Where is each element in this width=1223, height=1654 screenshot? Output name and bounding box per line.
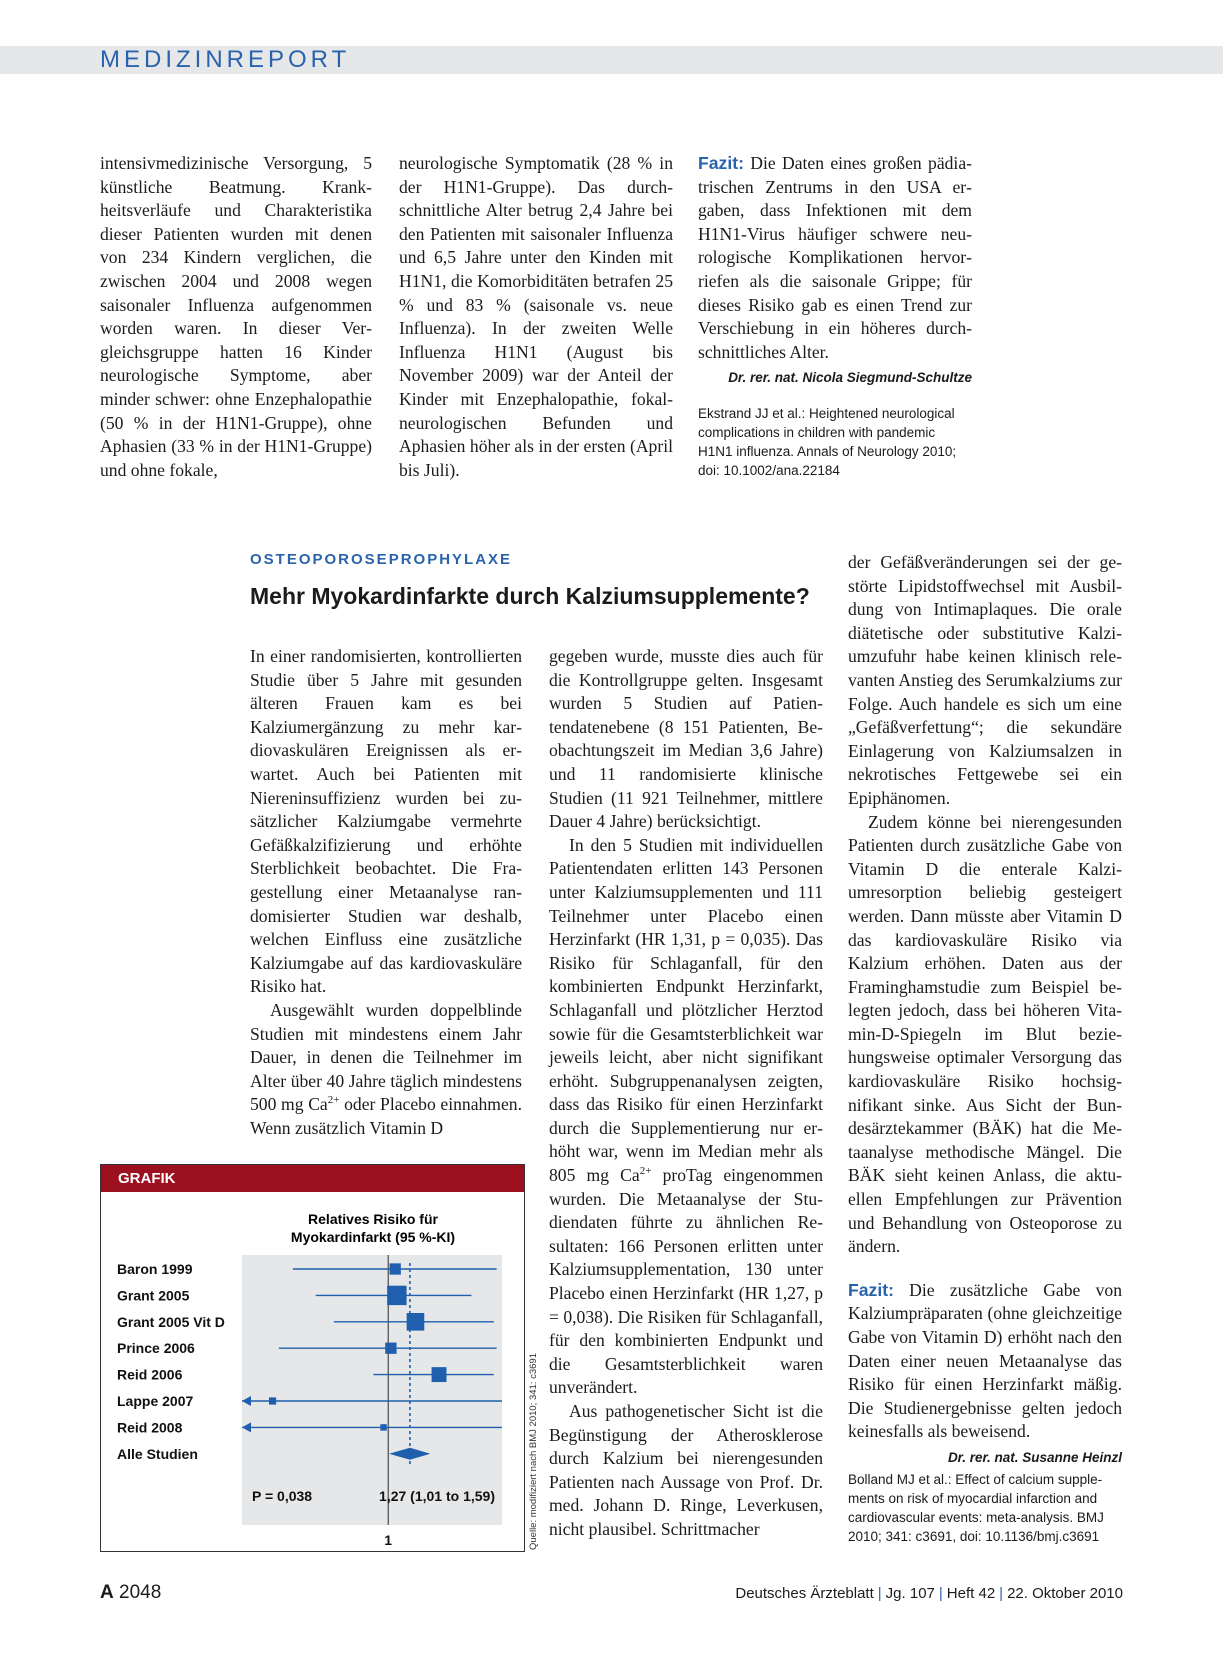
paragraph: In einer randomisierten, kontrollierten Studie über 5 Jahre mit gesunden älteren Frauen kam es bei Kalziumergänzung zu mehr kardiovaskulären Ereignissen als erwartet. Auch bei Patienten mit Niereninsuffizienz wurden bei zusätzlicher Kalziumgabe vermehrte Gefäßkalzifizierung und erhöhte Sterblichkeit beobachtet. Die Fragestellung einer Metaanalyse randomisierter Studien war deshalb, welchen Einfluss eine zusätzliche Kalziumgabe auf das kardiovaskuläre Risiko hat. [250,646,522,997]
article-column-3 [848,551,1122,1546]
forest-plot [101,1165,524,1551]
study-label: Prince 2006 [117,1340,195,1357]
x-tick-label: 1 [384,1532,393,1548]
study-marker [380,1424,386,1430]
top-article-column-1 [100,152,372,482]
chart-title-line-2: Myokardinfarkt (95 %-KI) [290,1229,456,1245]
paragraph: der Gefäßveränderungen sei der gestörte Lipidstoffwechsel mit Ausbildung von Intimaplaques. Die orale diätetische oder substitutive Kalziumzufuhr habe keinen klinisch relevanten Anstieg des Serumkalziums zur Folge. Auch handele es sich um eine „Gefäßverfettung“; die sekundäre Einlagerung von Kalziumsalzen in nekrotisches Fettgewebe sei ein Epiphänomen. [848,552,1122,808]
graphic-source-note: Quelle: modifiziert nach BMJ 2010; 341: c3691 [528,1353,539,1550]
top-article-column-3 [698,152,972,480]
article-column-2 [549,645,823,1542]
graphic-header-label: GRAFIK [118,1170,176,1187]
fazit-label: Fazit: [848,1279,894,1300]
paragraph: Aus pathogenetischer Sicht ist die Begünstigung der Atherosklerose durch Kalzium bei nierengesunden Patienten nach Aussage von Prof. Dr. med. Johann D. Ringe, Leverkusen, nicht plausibel. Schrittmacher [549,1401,823,1539]
pooled-label: Alle Studien [117,1445,198,1462]
paragraph: In den 5 Studien mit individuellen Patientendaten erlitten 143 Personen unter Kalziumsupplementen und 111 Teilnehmer unter Placebo einen Herzinfarkt (HR 1,31, p = 0,035). Das Risiko für Schlaganfall, für den kombinierten Endpunkt Herzinfarkt, Schlaganfall und plötzlicher Herztod sowie für die Gesamtsterblichkeit war jeweils leicht, aber nicht signifikant erhöht. Subgruppenanalysen zeigten, dass das Risiko für einen Herzinfarkt durch die Supplementierung nur erhöht war, wenn im Median mehr als 805 mg $Ca^{2+}$ proTag eingenommen wurden. Die Metaanalyse der Studiendaten führte zu ähnlichen Resultaten: 166 Personen erlitten unter Kalziumsupplementation, 130 unter Placebo einen Herzinfarkt (HR 1,27, p = 0,038). Die Risiken für Schlaganfall, für den kombinierten Endpunkt und die Gesamtsterblichkeit waren unverändert. [549,834,824,1398]
top-article-column-2 [399,152,673,482]
study-marker [385,1343,396,1354]
fazit-text: Die zusätzliche Gabe von Kalziumpräparaten (ohne gleichzeitige Gabe von Vitamin D) erhöht nach den Daten einer neuen Metaanalyse das Risiko für einen Herzinfarkt mäßig. Die Studienergebnisse gelten jedoch keinesfalls als beweisend. [848,1279,1122,1442]
fazit-label: Fazit: [698,153,744,173]
paragraph: gegeben wurde, musste dies auch für die Kontrollgruppe gelten. Insgesamt wurden 5 Studien auf Patientendatenebene (8 151 Patienten, Beobachtungszeit im Median 3,6 Jahre) und 11 randomisierte klinische Studien (11 921 Teilnehmer, mittlere Dauer 4 Jahre) berücksichtigt. [549,646,823,832]
reference: Ekstrand JJ et al.: Heightened neurological complications in children with pandemic H1N1 influenza. Annals of Neurology 2010; doi: 10.1002/ana.22184 [698,405,957,478]
study-marker [387,1286,406,1305]
reference: Bolland MJ et al.: Effect of calcium supplements on risk of myocardial infarction and cardiovascular events: meta-analysis. BMJ 2010; 341: c3691, doi: 10.1136/bmj.c3691 [848,1471,1104,1544]
study-label: Baron 1999 [117,1261,193,1277]
article-headline: Mehr Myokardinfarkte durch Kalziumsupplemente? [250,583,810,609]
fazit-paragraph [848,1279,1122,1465]
section-header: MEDIZINREPORT [100,46,351,73]
effect-label: 1,27 (1,01 to 1,59) [379,1488,495,1504]
p-value-label: P = 0,038 [252,1488,313,1504]
study-label: Lappe 2007 [117,1393,194,1409]
page-number: A 2048 [100,1582,162,1603]
journal-info: Deutsches Ärzteblatt | Jg. 107 | Heft 42 | 22. Oktober 2010 [735,1585,1123,1602]
study-marker [432,1367,447,1382]
chart-title-line-1: Relatives Risiko für [308,1211,438,1227]
forest-plot-graphic [100,1164,525,1552]
study-label: Reid 2008 [117,1419,183,1436]
paragraph: Zudem könne bei nierengesunden Patienten durch zusätzliche Gabe von Vitamin D die enterale Kalziumresorption beliebig gesteigert werden. Dann müsste aber Vitamin D das kardiovaskuläre Risiko via Kalzium erhöhen. Daten aus der Framinghamstudie zum Beispiel belegten jedoch, dass bei höheren Vitamin-D-Spiegeln im Blut beziehungsweise optimaler Versorgung das kardiovaskuläre Risiko hochsignifikant sinke. Aus Sicht der Bundesärztekammer (BÄK) hat die Metaanalyse methodische Mängel. Die BÄK sieht keinen Anlass, die aktuellen Empfehlungen zur Prävention und Behandlung von Osteoporose zu ändern. [848,811,1122,1257]
paragraph: Ausgewählt wurden doppelblinde Studien mit mindestens einem Jahr Dauer, in denen die Teilnehmer im Alter über 40 Jahre täglich mindestens 500 mg $Ca^{2+}$ oder Placebo einnahmen. Wenn zusätzlich Vitamin D [250,999,522,1138]
study-marker [269,1397,276,1404]
fazit-paragraph [698,152,972,364]
study-marker [407,1313,425,1331]
article-section-label: OSTEOPOROSEPROPHYLAXE [250,551,513,568]
author: Dr. rer. nat. Nicola Siegmund-Schultze [728,370,972,386]
author: Dr. rer. nat. Susanne Heinzl [947,1449,1122,1465]
study-label: Grant 2005 Vit D [117,1313,225,1330]
study-label: Reid 2006 [117,1366,183,1383]
article-column-1 [250,645,522,1140]
paragraph: intensivmedizinische Versorgung, 5 künstliche Beatmung. Krankheitsverläufe und Charakteristika dieser Patienten wurden mit denen von 234 Kindern verglichen, die zwischen 2004 und 2008 wegen saisonaler Influenza aufgenommen worden waren. In dieser Vergleichsgruppe hatten 16 Kinder neurologische Symptome, aber minder schwer: ohne Enzephalopathie (50 % in der H1N1-Gruppe), ohne Aphasien (33 % in der H1N1-Gruppe) und ohne fokale, [100,153,372,480]
study-marker [390,1263,401,1274]
paragraph: neurologische Symptomatik (28 % in der H1N1-Gruppe). Das durchschnittliche Alter betrug 2,4 Jahre bei den Patienten mit saisonaler Influenza und 6,5 Jahre unter den Kinden mit H1N1, die Komorbiditäten betrafen 25 % und 83 % (saisonale vs. neue Influenza). In der zweiten Welle Influenza H1N1 (August bis November 2009) war der Anteil der Kinder mit Enzephalopathie, fokal-neurologischen Befunden und Aphasien höher als in der ersten (April bis Juli). [399,153,673,480]
study-label: Grant 2005 [117,1287,190,1304]
fazit-text: Die Daten eines großen pädiatrischen Zentrums in den USA ergaben, dass Infektionen mit dem H1N1-Virus häufiger schwere neurologische Komplikationen hervorriefen als die saisonale Grippe; für dieses Risiko gab es einen Trend zur Verschiebung in ein höheres durchschnittliches Alter. [698,153,972,362]
